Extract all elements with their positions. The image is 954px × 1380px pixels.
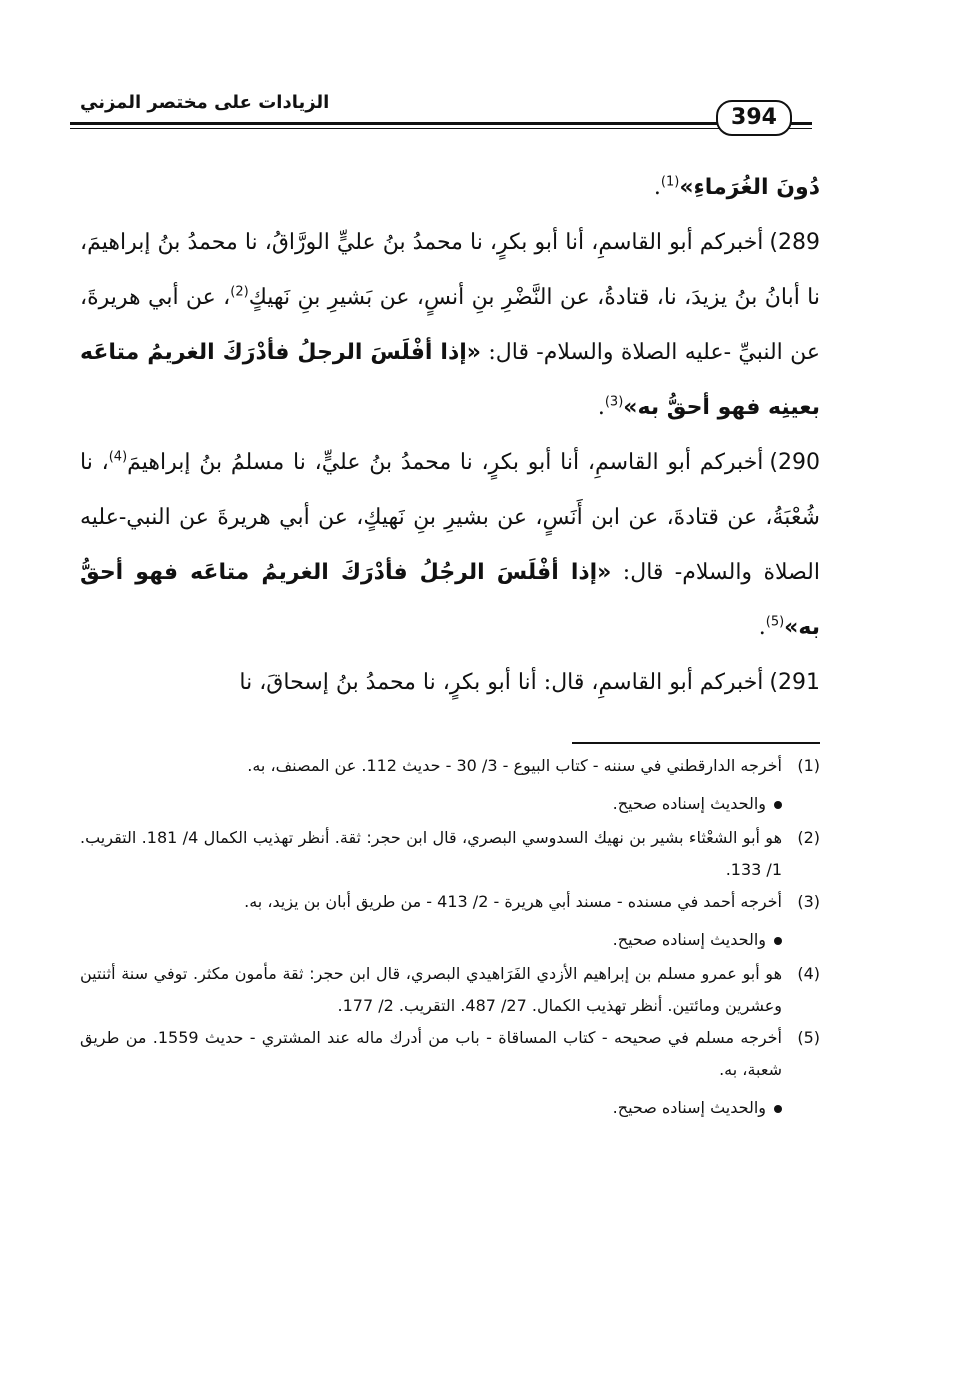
intro-quote: دُونَ الغُرَماءِ» [679,175,820,200]
footnote-line [80,958,820,1022]
hadith-entry: 290)أخبركم أبو القاسمِ، أنا أبو بكرٍ، نا محمدُ بنُ عليٍّ، نا مسلمُ بنُ إبراهيمَ$^{(4)}$، نا شُعْبَةُ، عن قتادةَ، عن ابن أَنَسٍ، عن بشيرِ بنِ نَهيكٍ، عن أبي هريرةَ عن النبي-عليه الصلاة والسلام- قال: «إذا أفْلَسَ الرجُلُ فأدْرَكَ الغريمُ متاعَه فهو أحقُّ به»$^{(5)}$. [80,449,821,640]
entry-number: 289) [769,230,820,255]
footnote-text: أخرجه أحمد في مسنده - مسند أبي هريرة - 2/ 413 - من طريق أبان بن يزيد، به. [244,892,782,911]
footnote-sub [80,1092,820,1124]
footnote-text: أخرجه مسلم في صحيحه - كتاب المساقاة - باب من أدرك ماله عند المشتري - حديث 1559. من طريق شعبة، به. [80,1028,782,1079]
footnote-item [80,886,820,956]
hadith-quote: «إذا أفْلَسَ الرجلُ فأدْرَكَ الغريمُ متاعَه بعينِه فهو أحقُّ به» [80,340,820,420]
bullet-icon [774,801,782,809]
hadith-entry [80,655,820,710]
bullet-icon [774,937,782,945]
footnote-sub-text: والحديث إسناده صحيح. [612,794,766,813]
page-number: 394 [716,100,792,136]
footnote-item [80,1022,820,1124]
entry-text-cont: ، نا شُعْبَةُ، عن قتادةَ، عن ابن أَنَسٍ، عن بشيرِ بنِ نَهيكٍ، عن أبي هريرةَ عن النبي-عليه الصلاة والسلام- قال: [80,450,821,585]
footnote-text: أخرجه الدارقطني في سننه - كتاب البيوع - 3/ 30 - حديث 112. عن المصنف، به. [247,756,782,775]
footnote-item [80,958,820,1022]
footnote-divider [572,742,820,744]
bullet-icon [774,1105,782,1113]
footnotes [80,750,820,1126]
entry-text: أخبركم أبو القاسمِ، أنا أبو بكرٍ، نا محمدُ بنُ عليٍّ، نا مسلمُ بنُ إبراهيمَ [127,450,764,475]
footnote-ref: (3) [604,394,624,410]
hadith-quote: «إذا أفْلَسَ الرجُلُ فأدْرَكَ الغريمُ متاعَه فهو أحقُّ به» [80,560,820,640]
entry-text: أخبركم أبو القاسمِ، قال: أنا أبو بكرٍ، نا محمدُ بنُ إسحاقَ، نا [239,670,764,695]
entry-text: أخبركم أبو القاسمِ، أنا أبو بكرٍ، نا محمدُ بنُ عليٍّ الورَّاقُ، نا محمدُ بنُ إبراهيمَ، نا أبانُ بنُ يزيدَ، نا، قتادةُ، عن النَّضْرِ بنِ أنسٍ، عن بَشيرِ بنِ نَهيكٍ [80,230,820,310]
footnote-line [80,886,820,918]
intro-line: دُونَ الغُرَماءِ»$^{(1)}$. [653,174,820,200]
footnote-ref: (4) [108,449,128,465]
footnote-ref: (2) [230,284,249,300]
footnote-line [80,1022,820,1086]
footnote-sub-text: والحديث إسناده صحيح. [612,1098,766,1117]
footnote-number: (3) [797,892,820,911]
footnote-number: (2) [797,828,820,847]
main-text [80,160,820,710]
footnote-item [80,750,820,820]
footnote-sub-text: والحديث إسناده صحيح. [612,930,766,949]
footnote-number: (5) [797,1028,820,1047]
footnote-line [80,750,820,782]
footnote-text: هو أبو عمرو مسلم بن إبراهيم الأزدي الفَرَاهيدي البصري، قال ابن حجر: ثقة مأمون مكثر. توفي سنة أثنتين وعشرين ومائتين. أنظر تهذيب الكمال. 27/ 487. التقريب. 2/ 177. [80,964,782,1015]
header-rule [70,122,812,129]
footnote-number: (4) [797,964,820,983]
footnote-ref: (5) [765,614,785,630]
footnote-line [80,822,820,886]
footnote-sub [80,788,820,820]
footnote-text: هو أبو الشعْثاء بشير بن نهيك السدوسي البصري، قال ابن حجر: ثقة. أنظر تهذيب الكمال 4/ 181. التقريب. 1/ 133. [80,828,783,879]
page-header [62,92,812,138]
entry-number: 291) [769,670,820,695]
entry-text-cont: ، عن أبي هريرةَ، عن النبيِّ -عليه الصلاة والسلام- قال: [80,285,820,365]
footnote-number: (1) [797,756,820,775]
entry-number: 290) [769,450,821,475]
footnote-item [80,822,820,886]
running-title: الزيادات على مختصر المزني [72,92,337,113]
footnote-sub [80,924,820,956]
footnote-ref: (1) [660,174,680,190]
hadith-entry: 289)أخبركم أبو القاسمِ، أنا أبو بكرٍ، نا محمدُ بنُ عليٍّ الورَّاقُ، نا محمدُ بنُ إبراهيمَ، نا أبانُ بنُ يزيدَ، نا، قتادةُ، عن النَّضْرِ بنِ أنسٍ، عن بَشيرِ بنِ نَهيكٍ$^{(2)}$، عن أبي هريرةَ، عن النبيِّ -عليه الصلاة والسلام- قال: «إذا أفْلَسَ الرجلُ فأدْرَكَ الغريمُ متاعَه بعينِه فهو أحقُّ به»$^{(3)}$. [80,230,820,420]
